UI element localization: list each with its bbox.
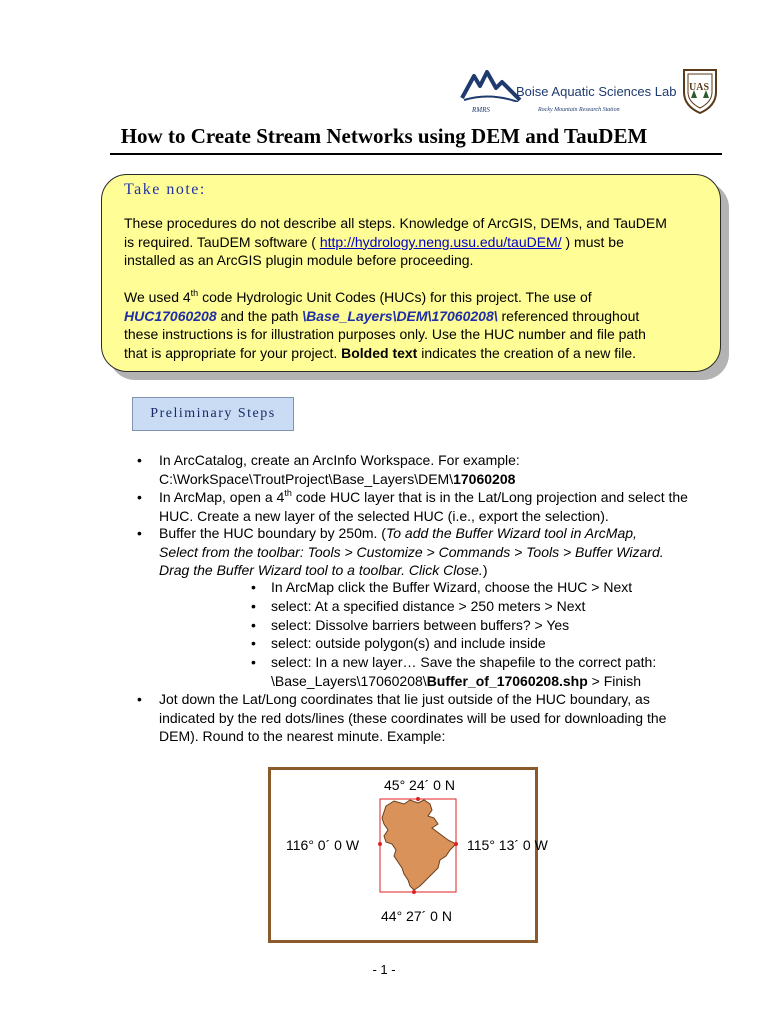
substep-2: select: At a specified distance > 250 meters > Next <box>271 598 586 614</box>
note-p2-text-f: that is appropriate for your project. <box>124 344 342 361</box>
substep-5-finish: > Finish <box>587 672 642 689</box>
step-2-line1 <box>159 488 688 507</box>
substep-3: select: Dissolve barriers between buffers? > Yes <box>271 617 570 633</box>
east-marker <box>454 842 458 846</box>
taudem-link[interactable]: http://hydrology.neng.usu.edu/tauDEM/ <box>319 233 562 250</box>
step-1-folder: 17060208 <box>453 470 516 487</box>
step-1-path: C:\WorkSpace\TroutProject\Base_Layers\DEM\ <box>159 470 454 487</box>
file-path: \Base_Layers\DEM\17060208\ <box>302 307 498 324</box>
note-p1-text: is required. TauDEM software ( <box>124 233 320 250</box>
substep-5-path: \Base_Layers\17060208\ <box>271 672 427 689</box>
step-3-text: Buffer the HUC boundary by 250m. ( <box>159 525 386 541</box>
substep-5-line2 <box>271 672 656 691</box>
mountain-logo-icon <box>460 68 522 102</box>
step-3-line1 <box>159 524 664 543</box>
note-p1-text-end: ) must be <box>561 233 624 250</box>
step-3-line2: Select from the toolbar: Tools > Customize > Commands > Tools > Buffer Wizard. <box>159 543 664 560</box>
note-p2-line4 <box>124 344 724 363</box>
huc-polygon <box>382 800 456 890</box>
west-marker <box>378 842 382 846</box>
step-4 <box>159 690 666 746</box>
east-coordinate: 115° 13´ 0 W <box>467 837 548 853</box>
note-p2-text-d: referenced throughout <box>497 307 640 324</box>
bullet-icon: • <box>137 525 142 541</box>
bullet-icon: • <box>251 598 256 614</box>
note-p2-text: We used 4 <box>124 289 191 305</box>
step-2-line2: HUC. Create a new layer of the selected HUC (i.e., export the selection). <box>159 507 609 524</box>
buffer-shapefile: Buffer_of_17060208.shp <box>426 672 588 689</box>
step-1-line2 <box>159 470 520 489</box>
substep-1: In ArcMap click the Buffer Wizard, choose the HUC > Next <box>271 579 633 595</box>
bullet-icon: • <box>137 489 142 505</box>
note-p2-text-c: and the path <box>216 307 303 324</box>
substep-5 <box>271 653 656 690</box>
substep-5-line1: select: In a new layer… Save the shapefile to the correct path: <box>271 654 657 670</box>
superscript-th: th <box>190 288 199 298</box>
step-2-text-b: code HUC layer that is in the Lat/Long projection and select the <box>291 489 688 505</box>
note-paragraph-2 <box>124 288 724 362</box>
step-3-paren: ) <box>482 562 488 578</box>
rmrs-label: RMRS <box>472 106 490 114</box>
note-p1-line1: These procedures do not describe all steps. Knowledge of ArcGIS, DEMs, and TauDEM <box>124 215 667 231</box>
lab-name: Boise Aquatic Sciences Lab <box>516 84 677 99</box>
note-heading: Take note: <box>124 181 206 198</box>
station-name: Rocky Mountain Research Station <box>538 107 620 113</box>
note-p2-text-b: code Hydrologic Unit Codes (HUCs) for this project. The use of <box>198 289 592 305</box>
step-2 <box>159 488 688 525</box>
title-rule <box>110 153 722 155</box>
step-3-line3 <box>159 561 664 580</box>
bullet-icon: • <box>137 452 142 468</box>
note-p2-line1 <box>124 288 724 307</box>
step-4-line1: Jot down the Lat/Long coordinates that lie just outside of the HUC boundary, as <box>159 691 650 707</box>
note-p1-line2 <box>124 233 724 252</box>
preliminary-steps-label: Preliminary Steps <box>132 397 294 431</box>
bullet-icon: • <box>251 579 256 595</box>
north-marker <box>416 797 420 801</box>
note-p2-line3: these instructions is for illustration purposes only. Use the HUC number and file path <box>124 326 646 342</box>
bolded-text-label: Bolded text <box>341 344 418 361</box>
huc-boundary-map <box>374 794 464 898</box>
bullet-icon: • <box>251 617 256 633</box>
note-p1-line3: installed as an ArcGIS plugin module before proceeding. <box>124 252 474 268</box>
south-coordinate: 44° 27´ 0 N <box>381 908 452 924</box>
bullet-icon: • <box>251 654 256 670</box>
note-paragraph-1 <box>124 214 724 270</box>
south-marker <box>412 890 416 894</box>
step-4-line2: indicated by the red dots/lines (these coordinates will be used for downloading the <box>159 709 667 726</box>
bullet-icon: • <box>251 635 256 651</box>
page-number: - 1 - <box>372 962 396 977</box>
bullet-icon: • <box>137 691 142 707</box>
substep-4: select: outside polygon(s) and include inside <box>271 635 546 651</box>
step-2-text: In ArcMap, open a 4 <box>159 489 285 505</box>
lab-logo <box>460 68 720 118</box>
superscript-th: th <box>284 488 292 498</box>
step-3 <box>159 524 664 580</box>
step-4-line3: DEM). Round to the nearest minute. Example: <box>159 728 446 744</box>
step-3-italic: To add the Buffer Wizard tool in ArcMap, <box>385 525 637 541</box>
step-1-line1: In ArcCatalog, create an ArcInfo Workspace. For example: <box>159 452 520 468</box>
page-title: How to Create Stream Networks using DEM and TauDEM <box>120 124 648 148</box>
shield-text: UAS <box>689 82 710 93</box>
note-p2-line2 <box>124 307 724 326</box>
north-coordinate: 45° 24´ 0 N <box>384 777 455 793</box>
step-3-italic-end: Drag the Buffer Wizard tool to a toolbar. Click Close. <box>159 562 483 578</box>
note-p2-text-g: indicates the creation of a new file. <box>417 344 637 361</box>
huc-code: HUC17060208 <box>124 307 217 324</box>
step-1 <box>159 451 520 488</box>
west-coordinate: 116° 0´ 0 W <box>286 837 360 853</box>
